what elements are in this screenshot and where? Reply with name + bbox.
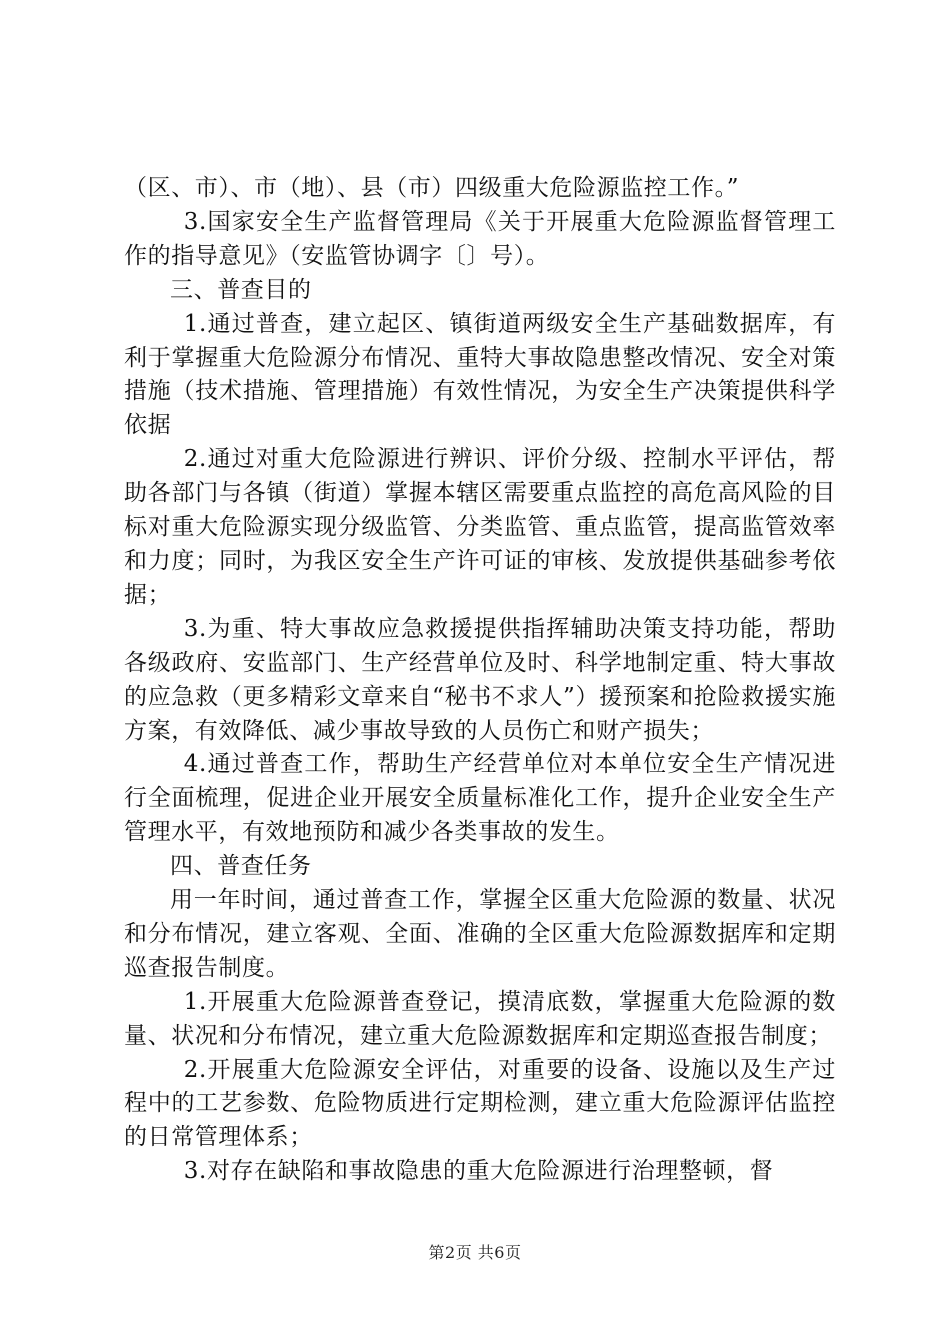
paragraph-tasks-item-3: 3.对存在缺陷和事故隐患的重大危险源进行治理整顿，督 xyxy=(183,1158,774,1185)
paragraph-purpose-item-2: 2.通过对重大危险源进行辨识、评价分级、控制水平评估，帮助各部门与各镇（街道）掌握本辖区需要重点监控的高危高风险的目标对重大危险源实现分级监管、分类监管、重点监管，提高监管效率和力度；同时，为我区安全生产许可证的审核、发放提供基础参考依据； xyxy=(124,446,836,608)
paragraph-purpose-item-3: 3.为重、特大事故应急救援提供指挥辅助决策支持功能，帮助各级政府、安监部门、生产经营单位及时、科学地制定重、特大事故的应急救（更多精彩文章来自“秘书不求人”）援预案和抢险救援实施方案，有效降低、减少事故导致的人员伤亡和财产损失； xyxy=(124,615,836,744)
paragraph-tasks-item-2: 2.开展重大危险源安全评估，对重要的设备、设施以及生产过程中的工艺参数、危险物质进行定期检测，建立重大危险源评估监控的日常管理体系； xyxy=(124,1056,836,1151)
paragraph-tasks-item-1: 1.开展重大危险源普查登记，摸清底数，掌握重大危险源的数量、状况和分布情况，建立重大危险源数据库和定期巡查报告制度； xyxy=(124,988,836,1049)
paragraph-purpose-item-4: 4.通过普查工作，帮助生产经营单位对本单位安全生产情况进行全面梳理，促进企业开展安全质量标准化工作，提升企业安全生产管理水平，有效地预防和减少各类事故的发生。 xyxy=(124,751,836,846)
paragraph-continuation: （区、市）、市（地）、县（市）四级重大危险源监控工作。” xyxy=(124,175,740,201)
document-body xyxy=(124,172,836,1189)
section-heading-purpose: 三、普查目的 xyxy=(170,276,312,303)
section-heading-tasks: 四、普查任务 xyxy=(170,853,312,880)
paragraph-tasks-intro: 用一年时间，通过普查工作，掌握全区重大危险源的数量、状况和分布情况，建立客观、全面、准确的全区重大危险源数据库和定期巡查报告制度。 xyxy=(124,887,836,981)
page-number-footer: 第2页 共6页 xyxy=(428,1243,522,1262)
paragraph-purpose-item-1: 1.通过普查，建立起区、镇街道两级安全生产基础数据库，有利于掌握重大危险源分布情况、重特大事故隐患整改情况、安全对策措施（技术措施、管理措施）有效性情况，为安全生产决策提供科学依据 xyxy=(124,310,836,439)
paragraph-basis-item-3: 3.国家安全生产监督管理局《关于开展重大危险源监督管理工作的指导意见》（安监管协调字〔〕号）。 xyxy=(124,208,836,269)
